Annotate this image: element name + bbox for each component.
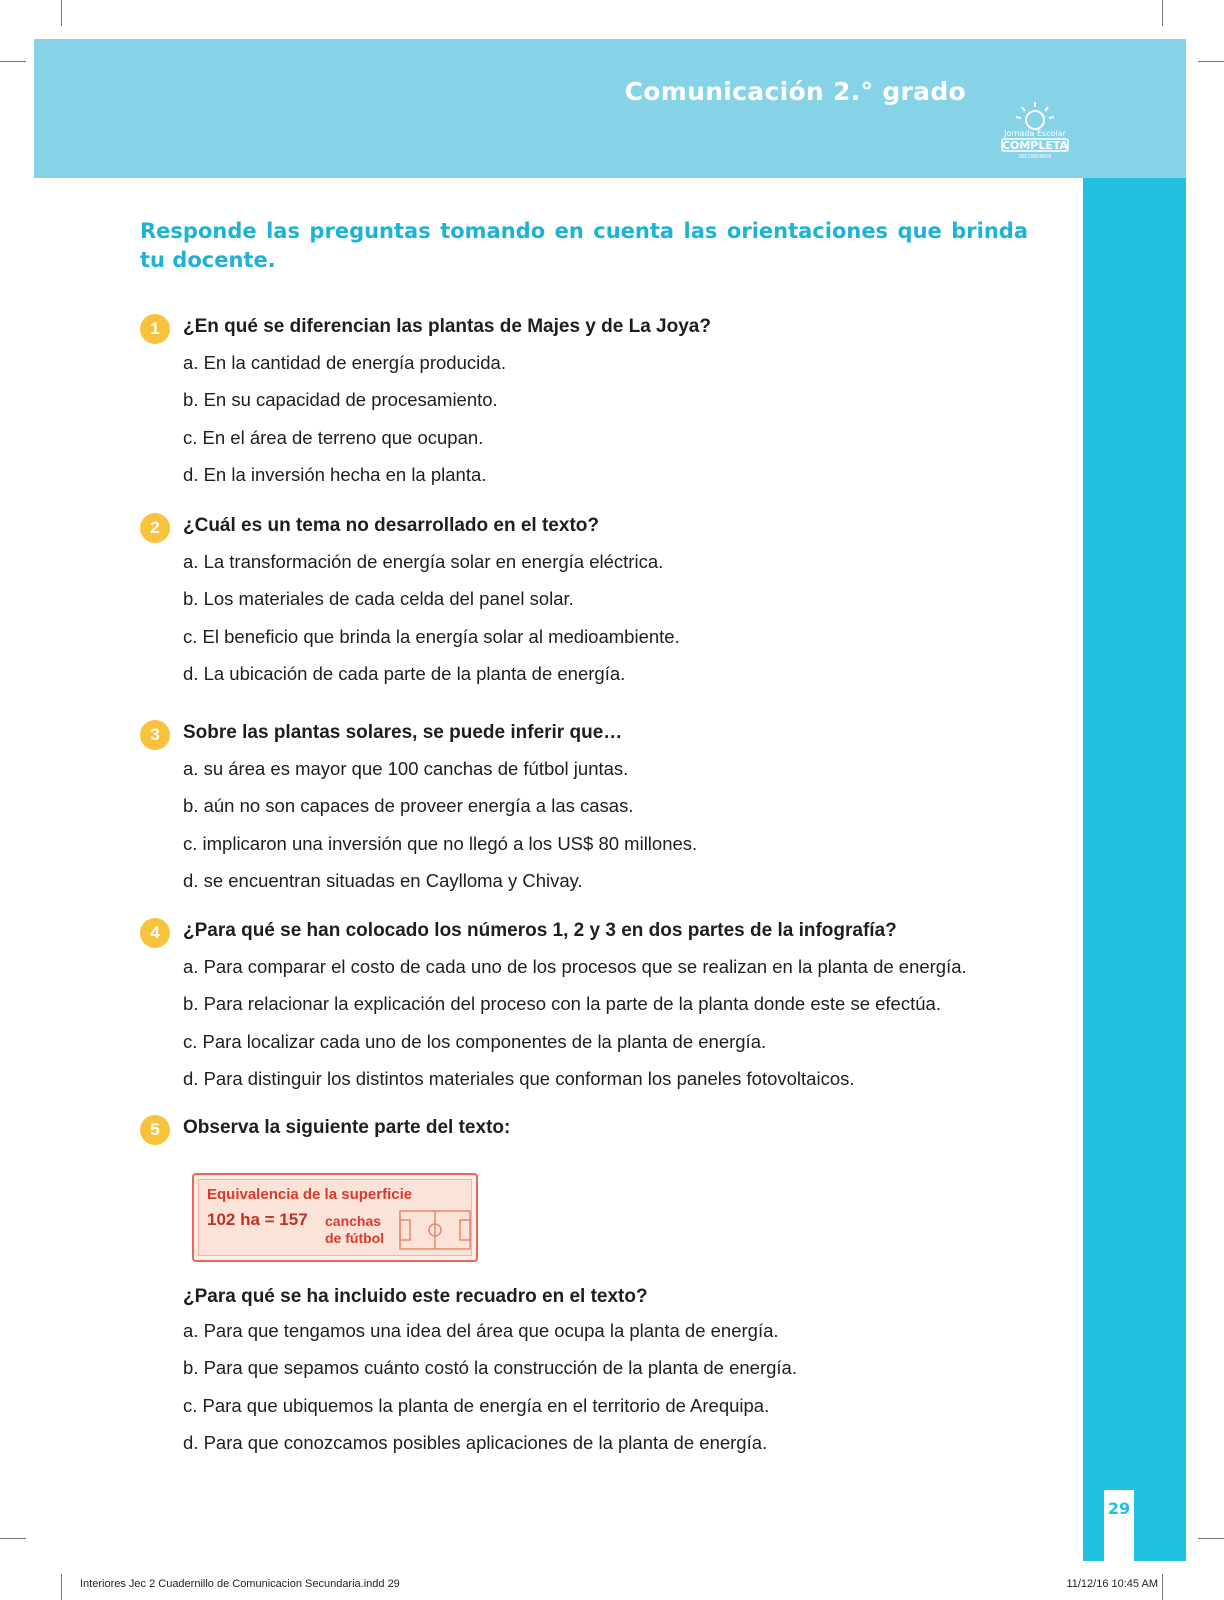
option-b: b. Los materiales de cada celda del panel solar.: [183, 588, 574, 610]
option-d: d. Para distinguir los distintos materiales que conforman los paneles fotovoltaicos.: [183, 1067, 855, 1089]
option-d: d. se encuentran situadas en Caylloma y Chivay.: [183, 869, 583, 891]
print-slug-right: 11/12/16 10:45 AM: [1066, 1578, 1158, 1590]
question-text: ¿En qué se diferencian las plantas de Majes y de La Joya?: [183, 316, 711, 337]
option-d: d. La ubicación de cada parte de la planta de energía.: [183, 662, 626, 684]
jec-logo: [994, 100, 1076, 160]
option-c: c. Para que ubiquemos la planta de energía en el territorio de Arequipa.: [183, 1394, 770, 1416]
option-b: b. En su capacidad de procesamiento.: [183, 389, 498, 411]
option-list: [183, 954, 1040, 1103]
logo-line1: Jornada Escolar: [1004, 129, 1066, 138]
question-text: ¿Cuál es un tema no desarrollado en el texto?: [183, 515, 599, 536]
crop-mark: [61, 0, 62, 26]
question-2: [140, 513, 1040, 698]
question-text: Observa la siguiente parte del texto:: [183, 1117, 511, 1138]
option-d: d. En la inversión hecha en la planta.: [183, 463, 487, 485]
excerpt-inner: [198, 1179, 472, 1256]
option-list: [183, 549, 1040, 698]
question-number-badge: 2: [140, 513, 170, 543]
option-d: d. Para que conozcamos posibles aplicaciones de la planta de energía.: [183, 1431, 768, 1453]
option-list: [183, 1318, 1040, 1467]
question-number-badge: 5: [140, 1115, 170, 1145]
question-4: [140, 918, 1040, 1103]
question-3: [140, 720, 1040, 905]
side-color-bar: [1083, 178, 1186, 1561]
option-c: c. El beneficio que brinda la energía solar al medioambiente.: [183, 625, 680, 647]
crop-mark: [1162, 0, 1163, 26]
crop-mark: [61, 1574, 62, 1600]
question-1: [140, 314, 1040, 499]
crop-mark: [1162, 1574, 1163, 1600]
page-header-title: Comunicación 2.° grado: [624, 77, 966, 106]
crop-mark: [1198, 1538, 1224, 1539]
crop-mark: [1198, 61, 1224, 62]
question-5-sub: [140, 1286, 1040, 1467]
question-number-badge: 1: [140, 314, 170, 344]
option-a: a. Para que tengamos una idea del área que ocupa la planta de energía.: [183, 1320, 779, 1341]
question-number-badge: 4: [140, 918, 170, 948]
surface-equivalence-box: [192, 1173, 478, 1262]
option-b: b. Para relacionar la explicación del proceso con la parte de la planta donde este se efectúa.: [183, 993, 941, 1015]
question-5: [140, 1115, 1040, 1141]
excerpt-unit-line1: canchas: [325, 1213, 382, 1229]
crop-mark: [0, 61, 26, 62]
option-list: [183, 350, 1040, 499]
option-a: a. En la cantidad de energía producida.: [183, 352, 506, 373]
question-text: ¿Para qué se han colocado los números 1, 2 y 3 en dos partes de la infografía?: [183, 920, 897, 941]
print-slug-left: Interiores Jec 2 Cuadernillo de Comunicacion Secundaria.indd 29: [80, 1578, 400, 1590]
option-a: a. su área es mayor que 100 canchas de fútbol juntas.: [183, 758, 629, 779]
option-b: b. aún no son capaces de proveer energía a las casas.: [183, 795, 634, 817]
option-a: a. La transformación de energía solar en energía eléctrica.: [183, 551, 664, 572]
option-list: [183, 756, 1040, 905]
sub-question-text: ¿Para qué se ha incluido este recuadro en el texto?: [183, 1286, 648, 1307]
sun-logo-icon: [994, 100, 1076, 160]
soccer-field-icon: [399, 1210, 471, 1250]
question-text: Sobre las plantas solares, se puede inferir que…: [183, 722, 623, 743]
option-c: c. En el área de terreno que ocupan.: [183, 426, 484, 448]
logo-line2: COMPLETA: [1001, 139, 1069, 152]
option-a: a. Para comparar el costo de cada uno de los procesos que se realizan en la planta de energía.: [183, 956, 967, 977]
excerpt-equivalence: 102 ha = 157: [207, 1210, 308, 1229]
option-c: c. implicaron una inversión que no llegó a los US$ 80 millones.: [183, 832, 698, 854]
crop-mark: [0, 1538, 26, 1539]
question-number-badge: 3: [140, 720, 170, 750]
excerpt-unit-line2: de fútbol: [325, 1230, 385, 1246]
excerpt-title: Equivalencia de la superficie: [207, 1186, 413, 1203]
instruction-text: Responde las preguntas tomando en cuenta las orientaciones que brinda tu docente.: [140, 219, 1028, 272]
option-b: b. Para que sepamos cuánto costó la construcción de la planta de energía.: [183, 1357, 797, 1379]
logo-line3: SECUNDARIA: [1018, 154, 1052, 160]
page-number: 29: [1107, 1499, 1131, 1518]
option-c: c. Para localizar cada uno de los componentes de la planta de energía.: [183, 1030, 767, 1052]
